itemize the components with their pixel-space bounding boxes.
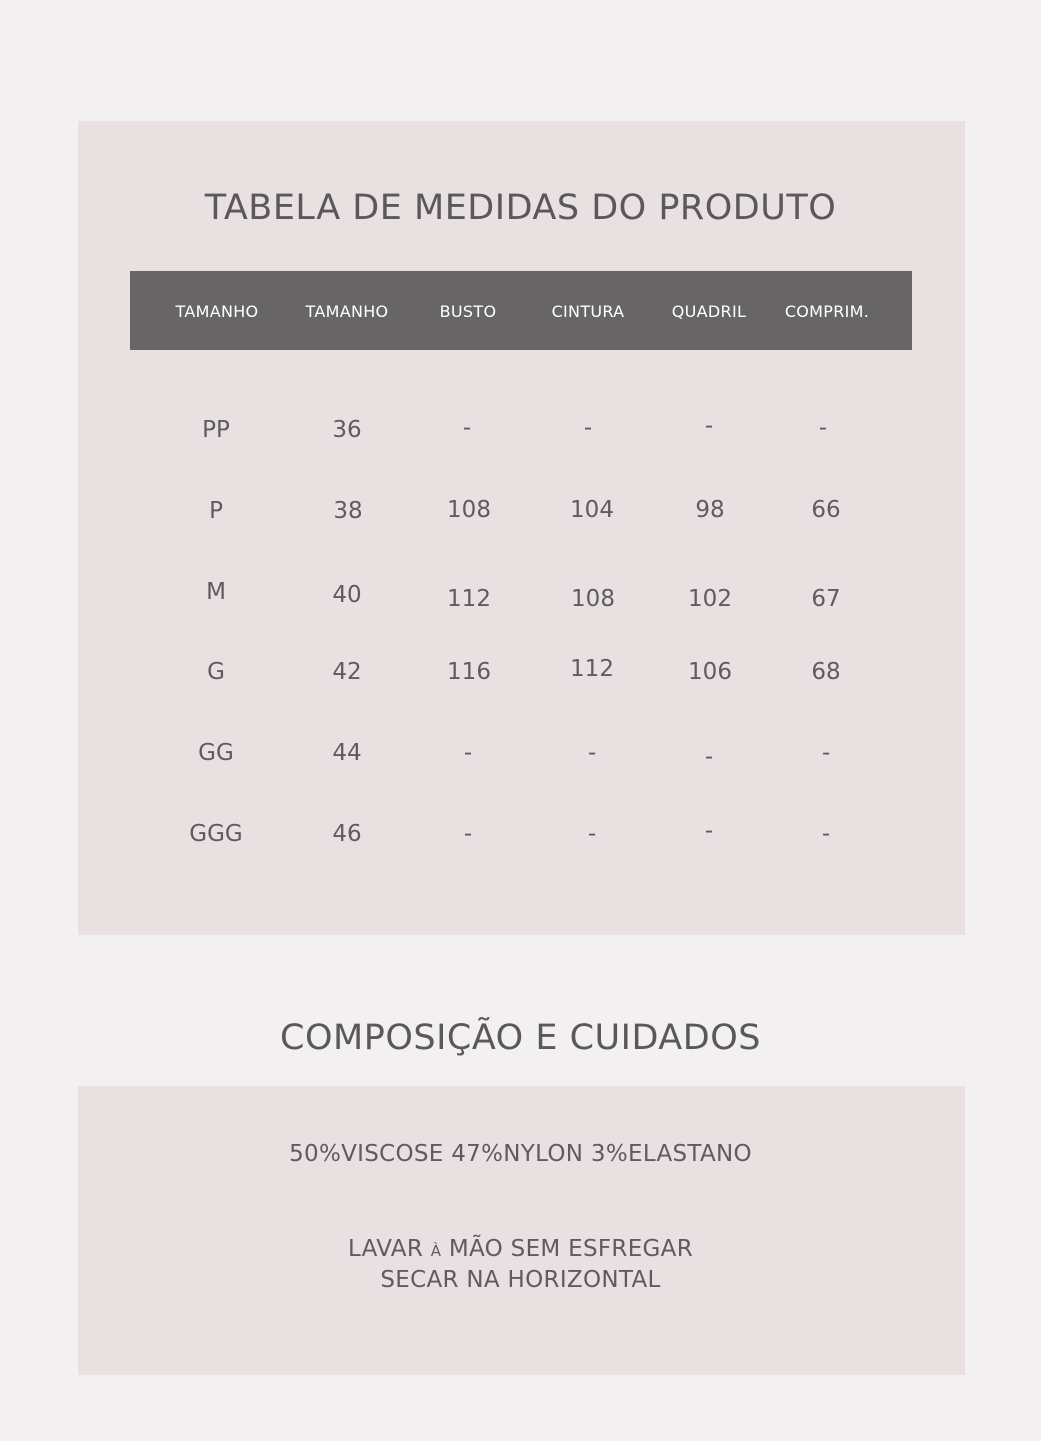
cell-length: - (821, 740, 831, 766)
header-size-number: TAMANHO (305, 302, 389, 321)
cell-bust: 108 (447, 497, 491, 523)
cell-bust: 116 (447, 659, 491, 685)
cell-hip: 98 (695, 497, 725, 523)
cell-hip: 106 (688, 659, 732, 685)
header-size-letter: TAMANHO (175, 302, 259, 321)
header-length: COMPRIM. (784, 302, 870, 321)
care-panel (78, 1086, 965, 1375)
care-section-title: COMPOSIÇÃO E CUIDADOS (280, 1018, 761, 1058)
cell-size-number: 42 (332, 659, 362, 685)
size-chart-title: TABELA DE MEDIDAS DO PRODUTO (204, 188, 837, 228)
cell-hip: - (704, 413, 714, 439)
cell-waist: 104 (570, 497, 614, 523)
cell-length: 68 (811, 659, 841, 685)
wash-instruction (0, 1238, 1041, 1261)
cell-waist: - (583, 415, 593, 441)
cell-bust: - (463, 821, 473, 847)
cell-size-letter: GG (198, 740, 234, 766)
cell-length: - (818, 415, 828, 441)
header-waist: CINTURA (551, 302, 625, 321)
cell-length: 66 (811, 497, 841, 523)
cell-bust: - (463, 740, 473, 766)
wash-prefix: LAVAR (348, 1236, 431, 1262)
cell-waist: 112 (570, 656, 614, 682)
size-table-header (130, 271, 912, 350)
cell-size-letter: G (207, 659, 225, 685)
dry-instruction: SECAR NA HORIZONTAL (380, 1267, 661, 1293)
cell-bust: - (462, 415, 472, 441)
cell-waist: - (587, 740, 597, 766)
wash-a: À (430, 1242, 442, 1260)
cell-hip: - (704, 818, 714, 844)
cell-hip: 102 (688, 586, 732, 612)
cell-waist: 108 (571, 586, 615, 612)
composition-text: 50%VISCOSE 47%NYLON 3%ELASTANO (289, 1141, 752, 1167)
cell-size-number: 40 (332, 582, 362, 608)
cell-length: 67 (811, 586, 841, 612)
cell-size-letter: GGG (189, 821, 243, 847)
cell-size-letter: M (206, 579, 226, 605)
cell-size-letter: P (209, 498, 223, 524)
cell-hip: - (704, 744, 714, 770)
cell-size-number: 36 (332, 417, 362, 443)
header-bust: BUSTO (439, 302, 497, 321)
cell-size-number: 46 (332, 821, 362, 847)
cell-size-letter: PP (202, 417, 230, 443)
wash-suffix: MÃO SEM ESFREGAR (441, 1236, 693, 1262)
size-chart-panel (78, 121, 965, 935)
cell-length: - (821, 821, 831, 847)
cell-waist: - (587, 821, 597, 847)
cell-size-number: 44 (332, 740, 362, 766)
cell-size-number: 38 (333, 498, 363, 524)
header-hip: QUADRIL (671, 302, 747, 321)
cell-bust: 112 (447, 586, 491, 612)
